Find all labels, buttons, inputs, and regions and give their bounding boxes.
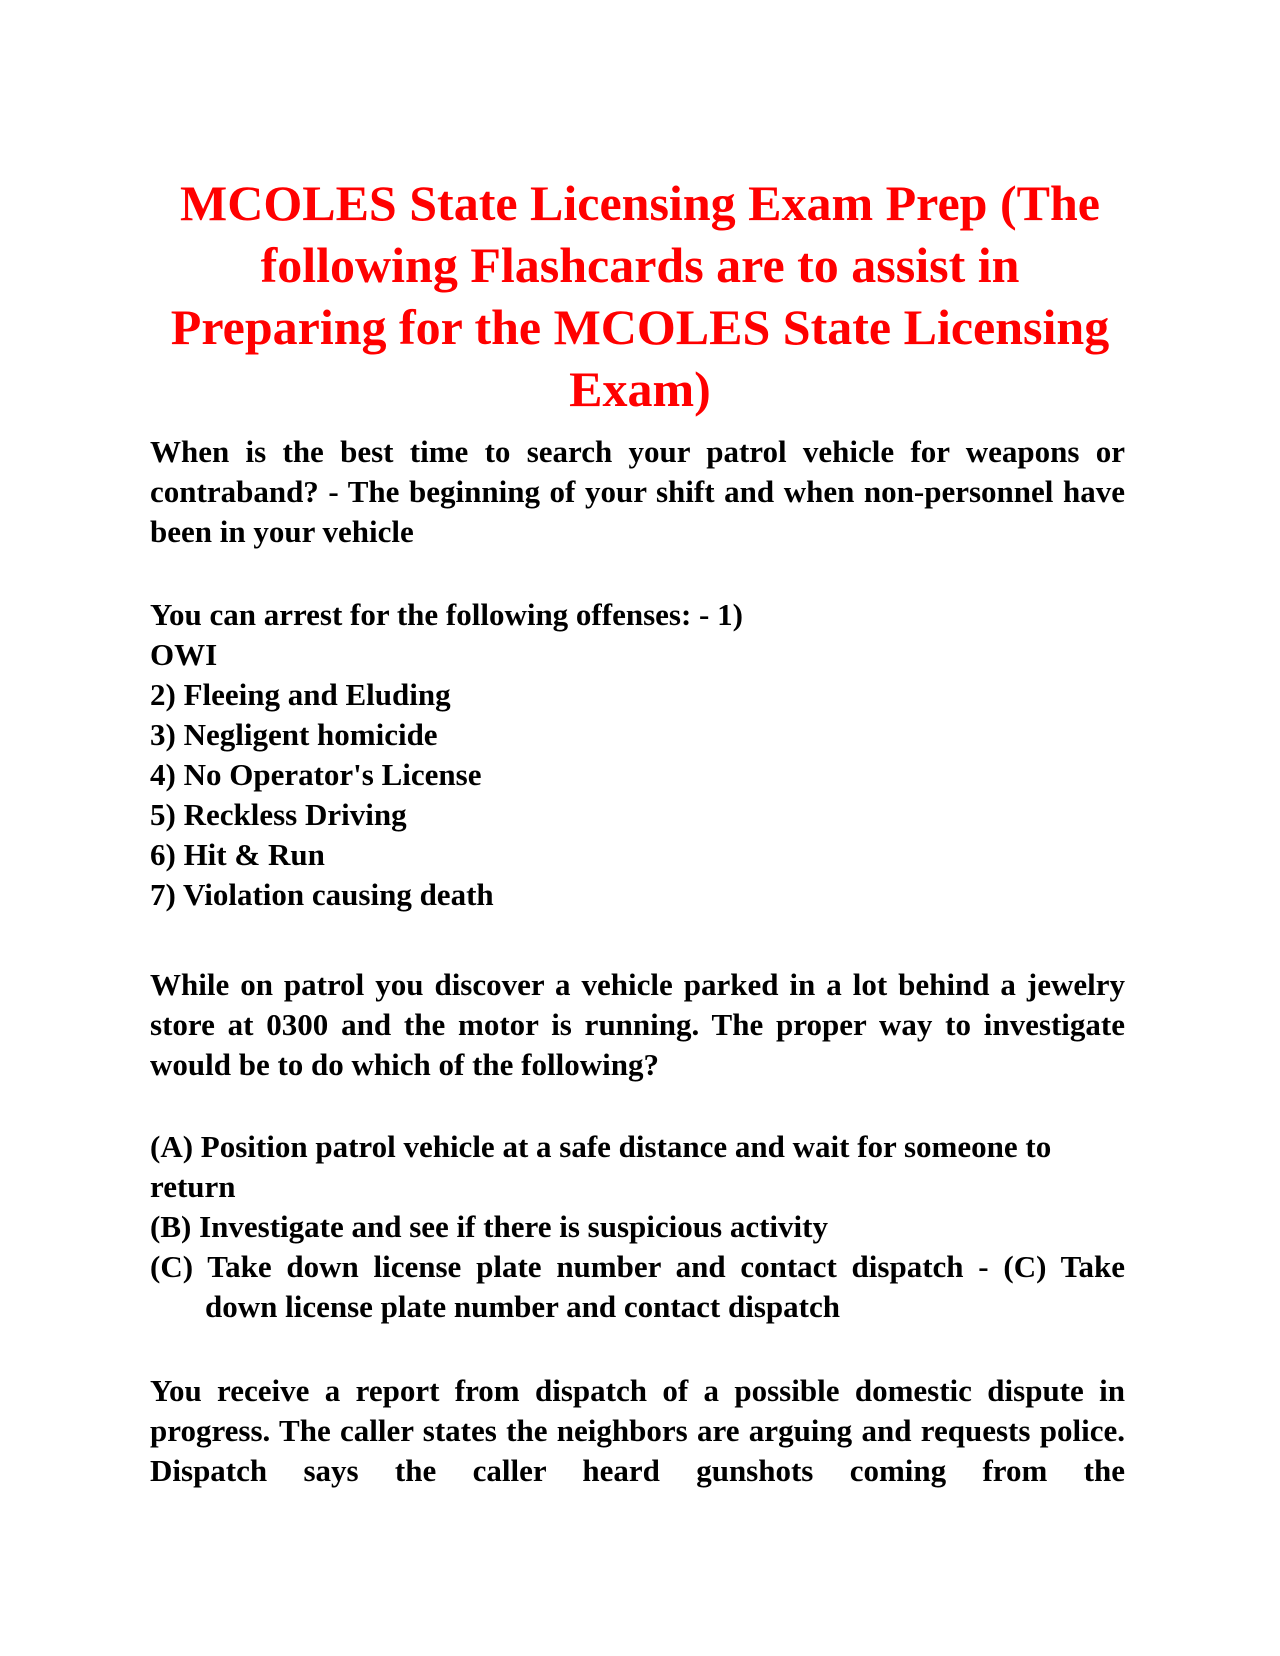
answer-option-c: (C) Take down license plate number and contact dispatch - (C) Take down license plate number and contact dispatch: [150, 1249, 1125, 1324]
flashcard-arrest-offenses: [150, 595, 1125, 915]
document-title: MCOLES State Licensing Exam Prep (The following Flashcards are to assist in Preparing for the MCOLES State Licensing Exam): [170, 175, 1110, 417]
arrest-offenses-intro: You can arrest for the following offenses: - 1): [150, 597, 743, 632]
offense-item: 7) Violation causing death: [150, 877, 494, 912]
offense-item: 3) Negligent homicide: [150, 717, 438, 752]
flashcard-answer-options: [150, 1127, 1125, 1327]
flashcard-vehicle-search: When is the best time to search your patrol vehicle for weapons or contraband? - The beginning of your shift and when non-personnel have been in your vehicle: [150, 434, 1125, 549]
offense-item: 2) Fleeing and Eluding: [150, 677, 451, 712]
flashcard-jewelry-store-question: While on patrol you discover a vehicle parked in a lot behind a jewelry store at 0300 and the motor is running. The proper way to investigate would be to do which of the following?: [150, 967, 1125, 1082]
flashcard-domestic-dispute: You receive a report from dispatch of a possible domestic dispute in progress. The caller states the neighbors are arguing and requests police. Dispatch says the caller heard gunshots coming from the: [150, 1373, 1125, 1488]
answer-option-a: (A) Position patrol vehicle at a safe distance and wait for someone to return: [150, 1129, 1052, 1204]
offense-item: 4) No Operator's License: [150, 757, 482, 792]
answer-option-b: (B) Investigate and see if there is suspicious activity: [150, 1209, 828, 1244]
offense-item: 6) Hit & Run: [150, 837, 325, 872]
offense-item: 5) Reckless Driving: [150, 797, 407, 832]
offense-item: OWI: [150, 637, 218, 672]
